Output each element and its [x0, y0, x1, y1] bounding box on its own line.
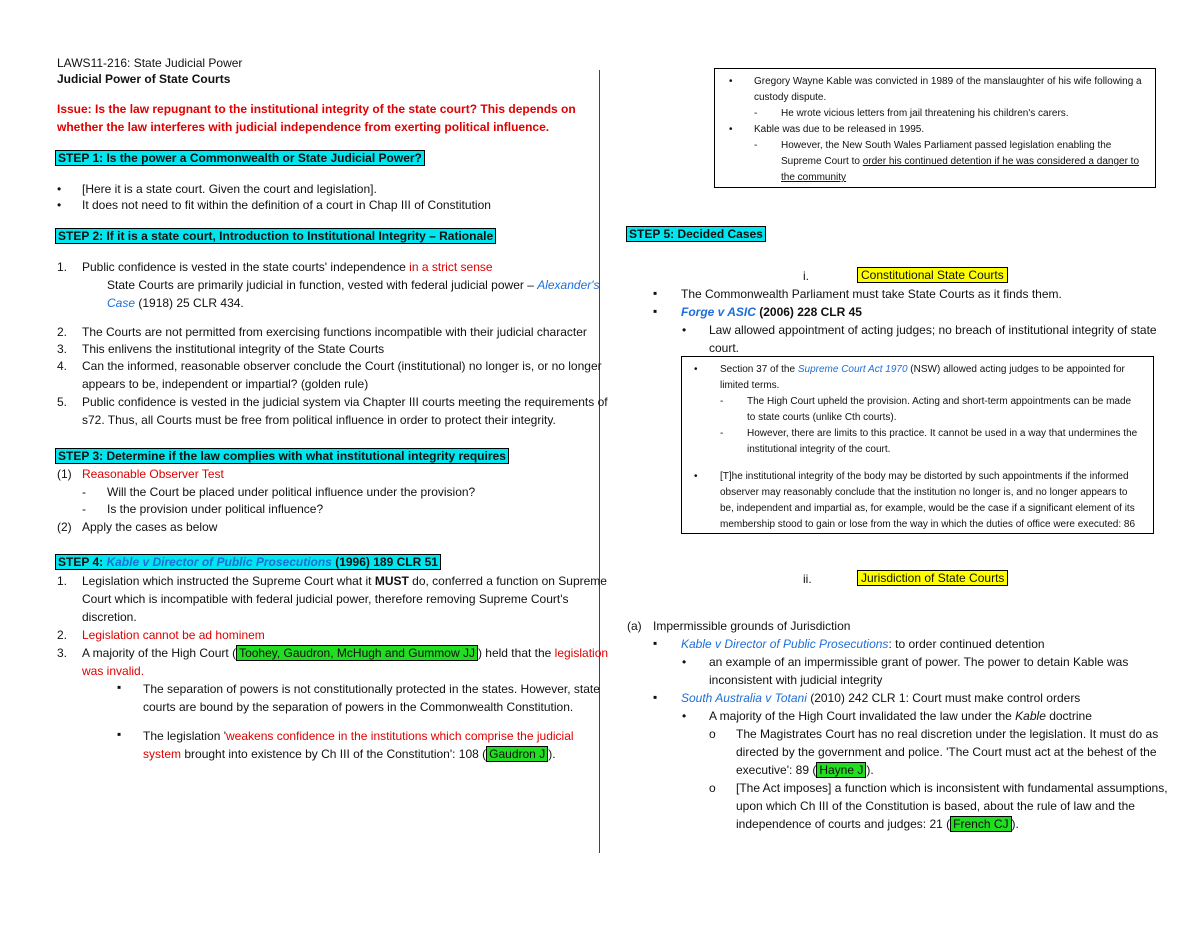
square-bullet: ▪	[117, 680, 122, 694]
dash: -	[82, 485, 86, 499]
totani-sub-1b: directed by the government and police. 'The Court must act at the behest of the	[736, 745, 1157, 759]
totani-sub-1c: executive': 89 ( Hayne J ).	[736, 763, 874, 777]
list-number: 4.	[57, 359, 68, 373]
bullet: •	[682, 323, 687, 337]
bullet: •	[729, 76, 733, 87]
kable-detail-1: an example of an impermissible grant of power. The power to detain Kable was	[709, 655, 1129, 669]
bullet: •	[682, 655, 687, 669]
box2-line-7: [T]he institutional integrity of the body may be distorted by such appointments if the informed	[720, 471, 1129, 482]
section-i-number: i.	[803, 269, 809, 283]
bullet: •	[694, 471, 698, 482]
subsection-a-label: (a)	[627, 619, 642, 633]
list-number: 5.	[57, 395, 68, 409]
box2-line-6: institutional integrity of the court.	[747, 444, 891, 455]
box1-line-2: custody dispute.	[754, 92, 827, 103]
step4-item-3b: was invalid.	[82, 664, 145, 678]
issue-line-2: whether the law interferes with judicial independence from exerting political influence.	[57, 120, 550, 134]
step4-sub-2b: system brought into existence by Ch III of the Constitution': 108 ( Gaudron J ).	[143, 747, 556, 761]
circle-bullet: o	[709, 781, 716, 795]
step2-item-2: The Courts are not permitted from exercising functions incompatible with their judicial character	[82, 325, 587, 339]
course-code: LAWS11-216: State Judicial Power	[57, 56, 243, 70]
box2-line-8: observer may reasonably conclude that the institution no longer is, and no longer appears to	[720, 487, 1128, 498]
step2-heading: STEP 2: If it is a state court, Introduction to Institutional Integrity – Rationale	[55, 228, 496, 244]
step3-heading: STEP 3: Determine if the law complies with what institutional integrity requires	[55, 448, 509, 464]
square-bullet: ▪	[653, 286, 658, 300]
list-number: (1)	[57, 467, 72, 481]
box2-line-4: to state courts (unlike Cth courts).	[747, 412, 897, 423]
totani-sub-2a: [The Act imposes] a function which is inconsistent with fundamental assumptions,	[736, 781, 1168, 795]
bullet: •	[729, 124, 733, 135]
step4-item-1b: Court which is incompatible with federal judicial power, therefore removing Supreme Court's	[82, 592, 569, 606]
step2-item-1-detail-2: Case (1918) 25 CLR 434.	[107, 296, 244, 310]
bullet: •	[682, 709, 687, 723]
step4-heading: STEP 4: Kable v Director of Public Prosecutions (1996) 189 CLR 51	[55, 554, 441, 570]
kable-detail-2: inconsistent with judicial integrity	[709, 673, 883, 687]
forge-detail-2: court.	[709, 341, 740, 355]
step3-item-1a: Will the Court be placed under political influence under the provision?	[107, 485, 476, 499]
step3-item-1: Reasonable Observer Test	[82, 467, 224, 481]
step5-heading: STEP 5: Decided Cases	[626, 226, 766, 242]
issue-line-1: Issue: Is the law repugnant to the institutional integrity of the state court? This depends on	[57, 102, 576, 116]
box1-line-1: Gregory Wayne Kable was convicted in 1989 of the manslaughter of his wife following a	[754, 76, 1142, 87]
dash: -	[754, 108, 758, 119]
box1-line-7: the community	[781, 172, 847, 183]
column-divider	[599, 70, 600, 853]
step1-heading: STEP 1: Is the power a Commonwealth or State Judicial Power?	[55, 150, 425, 166]
totani-detail: A majority of the High Court invalidated the law under the Kable doctrine	[709, 709, 1092, 723]
square-bullet: ▪	[653, 636, 658, 650]
bullet: •	[694, 364, 698, 375]
step4-item-2: Legislation cannot be ad hominem	[82, 628, 265, 642]
list-number: 1.	[57, 574, 68, 588]
dash: -	[720, 428, 724, 439]
box1-line-6: Supreme Court to order his continued detention if he was considered a danger to	[781, 156, 1140, 167]
list-number: 1.	[57, 260, 68, 274]
step4-item-1c: discretion.	[82, 610, 137, 624]
step2-item-3: This enlivens the institutional integrity of the State Courts	[82, 342, 385, 356]
dash: -	[82, 502, 86, 516]
list-number: 2.	[57, 628, 68, 642]
dash: -	[754, 140, 758, 151]
step3-item-1b: Is the provision under political influence?	[107, 502, 324, 516]
totani-sub-2b: upon which Ch III of the Constitution is based, about the rule of law and the	[736, 799, 1135, 813]
square-bullet: ▪	[117, 727, 122, 741]
totani-sub-2c: independence of courts and judges: 21 ( French CJ ).	[736, 817, 1019, 831]
list-number: 3.	[57, 646, 68, 660]
page-title: Judicial Power of State Courts	[57, 72, 231, 86]
step4-sub-1b: courts are bound by the separation of powers in the Commonwealth Constitution.	[143, 700, 574, 714]
square-bullet: ▪	[653, 304, 658, 318]
step2-item-4a: Can the informed, reasonable observer conclude the Court (institutional) no longer is, or no longer	[82, 359, 602, 373]
kable-case: Kable v Director of Public Prosecutions: to order continued detention	[681, 637, 1045, 651]
section-i-title: Constitutional State Courts	[857, 267, 1008, 283]
step4-sub-2a: The legislation 'weakens confidence in the institutions which comprise the judicial	[143, 729, 574, 743]
box2-line-3: The High Court upheld the provision. Acting and short-term appointments can be made	[747, 396, 1132, 407]
box2-line-1: Section 37 of the Supreme Court Act 1970 (NSW) allowed acting judges to be appointed for	[720, 364, 1125, 375]
step4-item-1a: Legislation which instructed the Supreme Court what it MUST do, conferred a function on Supreme	[82, 574, 607, 588]
circle-bullet: o	[709, 727, 716, 741]
dash: -	[720, 396, 724, 407]
box2-line-2: limited terms.	[720, 380, 780, 391]
step2-item-5b: s72. Thus, all Courts must be free from political influence in order to protect their integrity.	[82, 413, 556, 427]
bullet: •	[57, 198, 62, 212]
section-ii-number: ii.	[803, 572, 812, 586]
box2-line-5: However, there are limits to this practice. It cannot be used in a way that undermines the	[747, 428, 1138, 439]
forge-case: Forge v ASIC (2006) 228 CLR 45	[681, 305, 862, 319]
square-bullet: ▪	[653, 690, 658, 704]
forge-detail-1: Law allowed appointment of acting judges; no breach of institutional integrity of state	[709, 323, 1157, 337]
section-i-point-1: The Commonwealth Parliament must take State Courts as it finds them.	[681, 287, 1062, 301]
step4-item-3a: A majority of the High Court ( Toohey, Gaudron, McHugh and Gummow JJ ) held that the legislation	[82, 646, 609, 660]
list-number: (2)	[57, 520, 72, 534]
box1-line-5: However, the New South Wales Parliament passed legislation enabling the	[781, 140, 1112, 151]
subsection-a-title: Impermissible grounds of Jurisdiction	[653, 619, 851, 633]
step2-item-1: Public confidence is vested in the state courts' independence in a strict sense	[82, 260, 493, 274]
list-number: 2.	[57, 325, 68, 339]
box2-line-10: membership stood to gain or lose from the way in which the duties of office were executed: 86	[720, 519, 1136, 530]
step4-sub-1a: The separation of powers is not constitutionally protected in the states. However, state	[143, 682, 600, 696]
step3-item-2: Apply the cases as below	[82, 520, 218, 534]
box1-line-4: Kable was due to be released in 1995.	[754, 124, 925, 135]
totani-sub-1a: The Magistrates Court has no real discretion under the legislation. It must do as	[736, 727, 1159, 741]
step1-bullet-2: It does not need to fit within the definition of a court in Chap III of Constitution	[82, 198, 491, 212]
box2-line-9: be, independent and impartial as, for example, would be the case if a significant element of its	[720, 503, 1135, 514]
step2-item-1-detail: State Courts are primarily judicial in function, vested with federal judicial power – Alexander's	[107, 278, 600, 292]
box1-line-3: He wrote vicious letters from jail threatening his children's carers.	[781, 108, 1069, 119]
bullet: •	[57, 182, 62, 196]
list-number: 3.	[57, 342, 68, 356]
step2-item-5a: Public confidence is vested in the judicial system via Chapter III courts meeting the requirements of	[82, 395, 608, 409]
totani-case: South Australia v Totani (2010) 242 CLR 1: Court must make control orders	[681, 691, 1081, 705]
section-ii-title: Jurisdiction of State Courts	[857, 570, 1008, 586]
step2-item-4b: appears to be, independent or impartial? (golden rule)	[82, 377, 369, 391]
step1-bullet-1: [Here it is a state court. Given the court and legislation].	[82, 182, 377, 196]
